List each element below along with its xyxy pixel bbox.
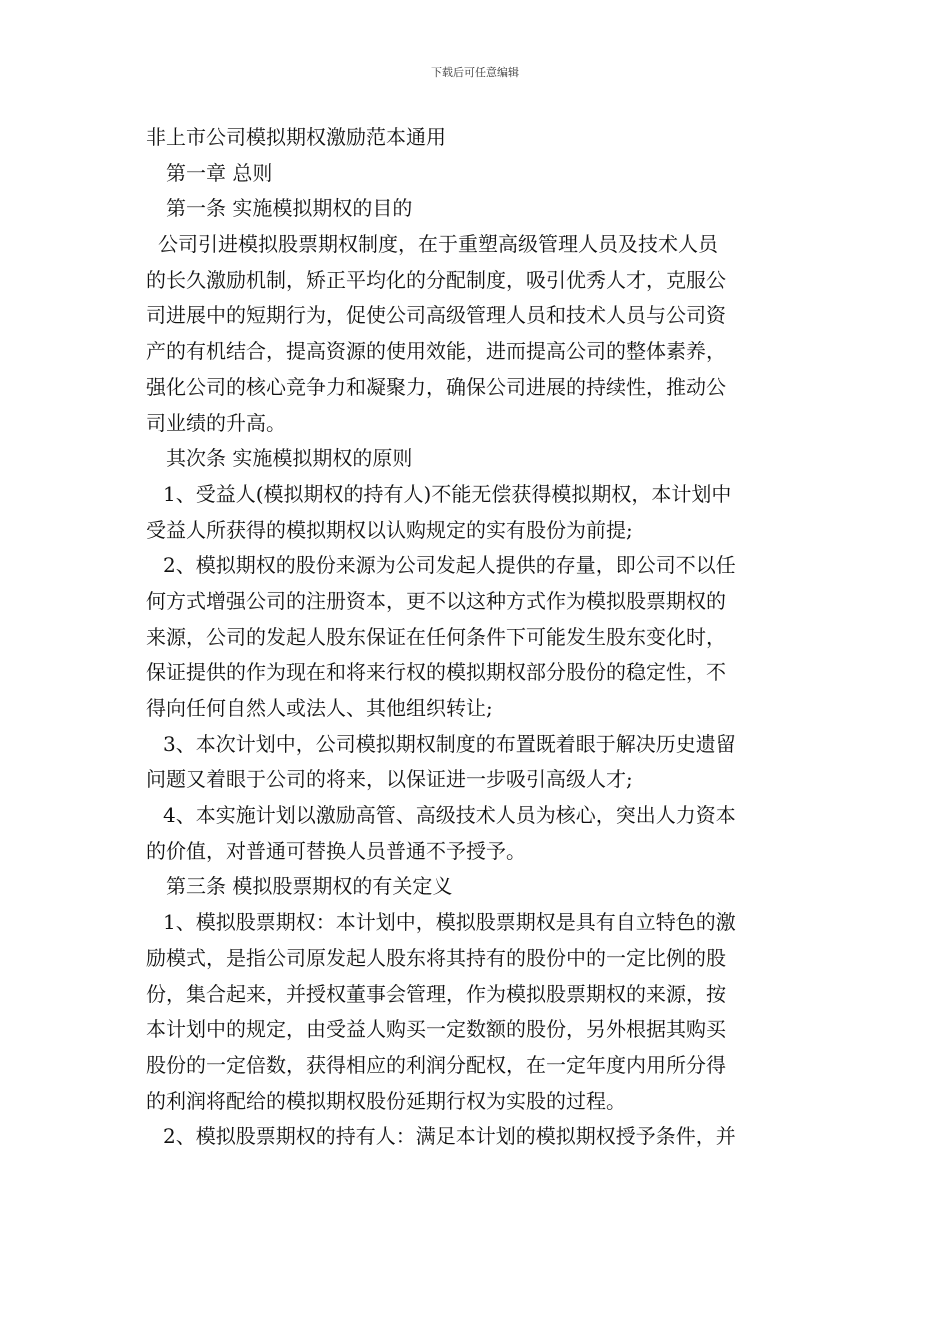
text-line: 保证提供的作为现在和将来行权的模拟期权部分股份的稳定性，不: [146, 660, 726, 685]
text-line: 问题又着眼于公司的将来，以保证进一步吸引高级人才;: [146, 767, 633, 792]
text-line: 公司引进模拟股票期权制度，在于重塑高级管理人员及技术人员: [158, 232, 718, 257]
text-line: 3、本次计划中，公司模拟期权制度的布置既着眼于解决历史遗留: [163, 731, 736, 756]
text-line: 司业绩的升高。: [146, 410, 286, 435]
text-line: 4、本实施计划以激励高管、高级技术人员为核心，突出人力资本: [163, 803, 736, 828]
text-line: 1、受益人(模拟期权的持有人)不能无偿获得模拟期权，本计划中: [163, 481, 732, 506]
document-title: 非上市公司模拟期权激励范本通用: [146, 125, 446, 149]
text-line: 2、模拟期权的股份来源为公司发起人提供的存量，即公司不以任: [163, 553, 736, 578]
header-note: 下载后可任意编辑: [431, 66, 519, 79]
text-line: 股份的一定倍数，获得相应的利润分配权，在一定年度内用所分得: [146, 1052, 726, 1077]
text-line: 的价值，对普通可替换人员普通不予授予。: [146, 838, 526, 863]
text-line: 得向任何自然人或法人、其他组织转让;: [146, 696, 493, 720]
text-line: 强化公司的核心竞争力和凝聚力，确保公司进展的持续性，推动公: [146, 374, 726, 399]
text-line: 份，集合起来，并授权董事会管理，作为模拟股票期权的来源，按: [146, 981, 726, 1006]
text-line: 第一章 总则: [166, 160, 273, 185]
text-line: 励模式，是指公司原发起人股东将其持有的股份中的一定比例的股: [146, 945, 726, 970]
text-line: 司进展中的短期行为，促使公司高级管理人员和技术人员与公司资: [146, 303, 726, 328]
text-line: 来源，公司的发起人股东保证在任何条件下可能发生股东变化时，: [146, 624, 726, 649]
text-line: 第一条 实施模拟期权的目的: [166, 196, 413, 221]
text-line: 受益人所获得的模拟期权以认购规定的实有股份为前提;: [146, 517, 633, 542]
document-body: [146, 120, 808, 1155]
text-line: 1、模拟股票期权：本计划中，模拟股票期权是具有自立特色的激: [163, 910, 736, 935]
text-line: 的利润将配给的模拟期权股份延期行权为实股的过程。: [146, 1088, 626, 1113]
text-line: 的长久激励机制，矫正平均化的分配制度，吸引优秀人才，克服公: [146, 267, 726, 292]
text-line: 本计划中的规定，由受益人购买一定数额的股份，另外根据其购买: [146, 1017, 726, 1042]
text-line: 第三条 模拟股票期权的有关定义: [166, 874, 453, 899]
text-line: 何方式增强公司的注册资本，更不以这种方式作为模拟股票期权的: [146, 588, 726, 613]
text-line: 产的有机结合，提高资源的使用效能，进而提高公司的整体素养，: [146, 339, 726, 364]
text-line: 2、模拟股票期权的持有人：满足本计划的模拟期权授予条件，并: [163, 1124, 736, 1149]
text-line: 其次条 实施模拟期权的原则: [166, 446, 413, 471]
